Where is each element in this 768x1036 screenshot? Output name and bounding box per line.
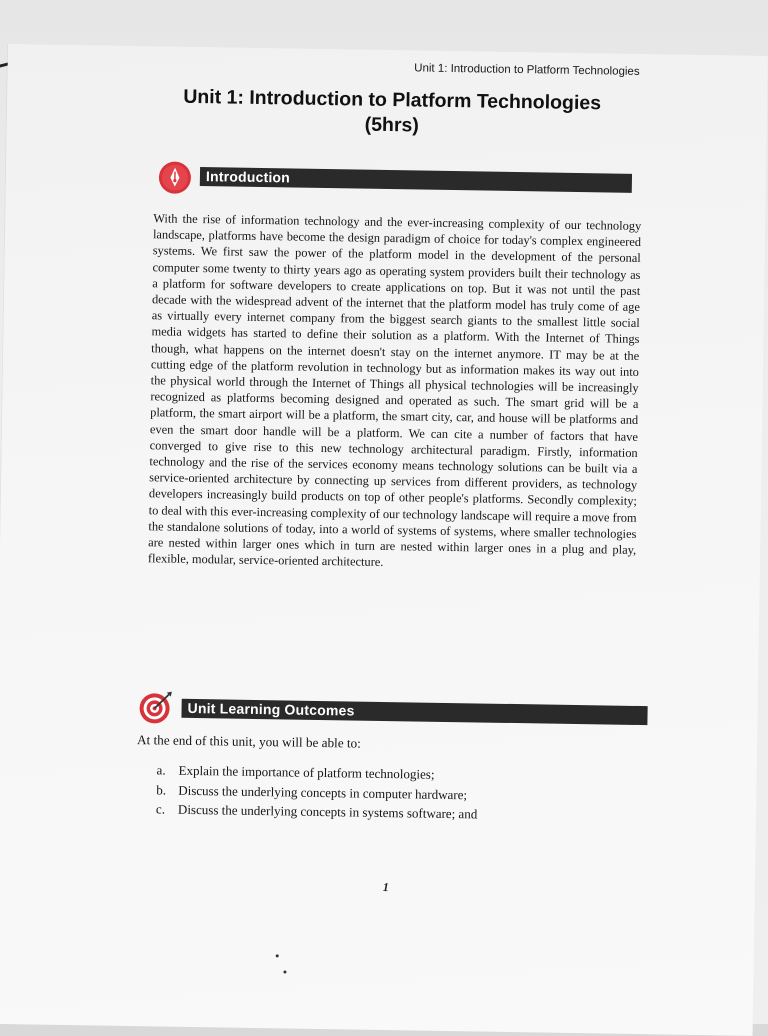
list-marker: c. [156, 799, 178, 819]
list-item-text: Discuss the underlying concepts in computer hardware; [178, 782, 467, 802]
outcomes-lead-in: At the end of this unit, you will be able to: [137, 732, 361, 752]
paper-speck [283, 970, 286, 973]
list-item [156, 799, 478, 824]
page-title-line-1: Unit 1: Introduction to Platform Technologies [183, 86, 601, 115]
introduction-paragraph: With the rise of information technology and the ever-increasing complexity of our technology landscape, platforms have become the design paradigm of choice for today's complex engineered systems. We first saw the power of the platform model in the development of the personal computer some twenty to thirty years ago as operating system providers built their technology as a platform for software developers to create applications on top. But it was not until the past decade with the widespread advent of the internet that the platform model has truly come of age as virtually every internet company from the biggest search giants to the smallest little social media widgets has started to define their solution as a platform. With the Internet of Things though, what happens on the internet doesn't stay on the internet anymore. IT may be at the cutting edge of the platform revolution in technology but as information makes its way out into the physical world through the Internet of Things all physical technologies will be increasingly recognized as platforms becoming designed and operated as such. The smart grid will be a platform, the smart airport will be a platform, the smart city, car, and house will be platforms and even the smart door handle will be a platform. We can cite a number of factors that have converged to give rise to this new technology architectural paradigm. Firstly, information technology and the rise of the services economy means technology solutions can be built via a service-oriented architecture by connecting up services from different providers, as technology developers increasingly build products on top of other people's platforms. Secondly complexity; to deal with this ever-increasing complexity of our technology landscape will require a move from the standalone solutions of today, into a world of systems of systems, where smaller technologies are nested within larger ones which in turn are nested within larger ones in a plug and play, flexible, modular, service-oriented architecture. [148, 210, 642, 574]
introduction-heading-bar [200, 167, 632, 193]
learning-outcomes-heading-bar [181, 699, 647, 725]
paper-speck [276, 954, 279, 957]
list-marker: a. [156, 760, 178, 780]
target-icon [137, 690, 174, 725]
outcomes-list [156, 760, 478, 824]
learning-outcomes-heading: Unit Learning Outcomes [187, 699, 354, 721]
introduction-heading: Introduction [206, 167, 290, 187]
pen-tip-icon [158, 160, 193, 195]
running-header: Unit 1: Introduction to Platform Technologies [414, 62, 640, 78]
page-number: 1 [383, 880, 389, 895]
list-marker: b. [156, 780, 178, 800]
page-title-line-2: (5hrs) [365, 114, 420, 137]
list-item-text: Explain the importance of platform technologies; [178, 763, 434, 782]
document-page [0, 44, 768, 1036]
page-title [157, 84, 628, 141]
list-item-text: Discuss the underlying concepts in systems software; and [178, 802, 478, 822]
